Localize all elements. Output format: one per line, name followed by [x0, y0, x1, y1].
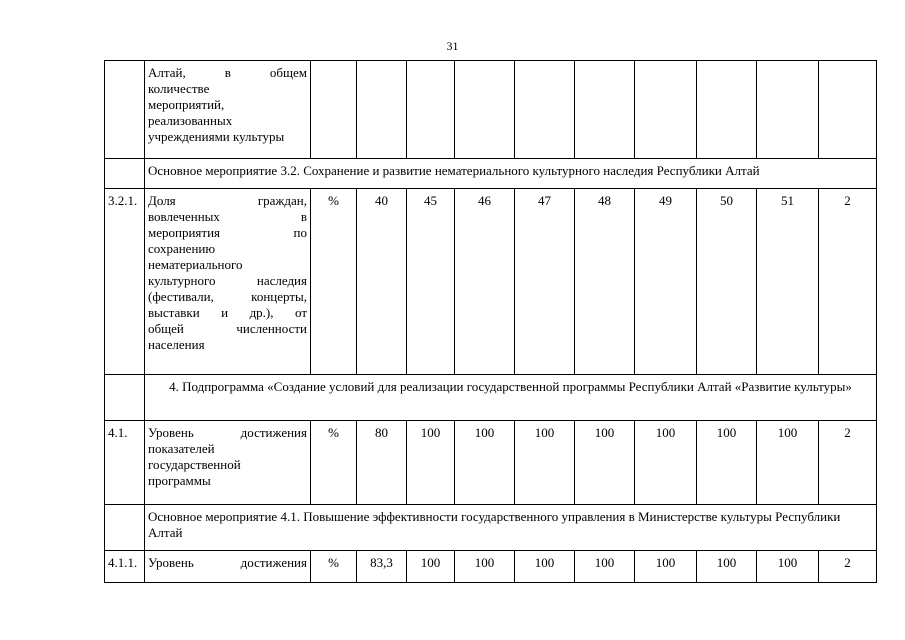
value-cell: 100: [757, 551, 819, 583]
indicator-name-line: выставки и др.), от: [148, 305, 307, 320]
indicator-name: [145, 61, 311, 159]
value-cell: 100: [757, 421, 819, 505]
value-cell: 50: [697, 189, 757, 375]
value-cell: 2: [819, 421, 877, 505]
indicator-name-line: Уровень достижения: [148, 555, 307, 570]
row-code: [105, 61, 145, 159]
indicator-name-line: мероприятия по: [148, 225, 307, 240]
value-cell: [455, 61, 515, 159]
value-cell: 100: [575, 421, 635, 505]
value-cell: 83,3: [357, 551, 407, 583]
indicator-name-line: мероприятий,: [148, 97, 225, 112]
indicator-name-line: количестве: [148, 81, 210, 96]
indicator-name-line: Уровень достижения: [148, 425, 307, 440]
value-cell: 100: [575, 551, 635, 583]
section-title: 4. Подпрограмма «Создание условий для реализации государственной программы Республики Алтай «Развитие культуры»: [145, 375, 877, 421]
value-cell: 100: [697, 551, 757, 583]
value-cell: 48: [575, 189, 635, 375]
unit-cell: [311, 61, 357, 159]
value-cell: [575, 61, 635, 159]
value-cell: [819, 61, 877, 159]
row-code: [105, 375, 145, 421]
indicator-name: [145, 551, 311, 583]
value-cell: [697, 61, 757, 159]
unit-cell: %: [311, 421, 357, 505]
indicator-name: [145, 189, 311, 375]
value-cell: [635, 61, 697, 159]
indicator-name-line: реализованных: [148, 113, 233, 128]
row-code: 4.1.: [105, 421, 145, 505]
value-cell: 51: [757, 189, 819, 375]
value-cell: [515, 61, 575, 159]
value-cell: 100: [635, 421, 697, 505]
section-row: [105, 505, 877, 551]
indicator-name-line: учреждениями культуры: [148, 129, 285, 144]
indicator-name-line: культурного наследия: [148, 273, 307, 288]
section-title: Основное мероприятие 4.1. Повышение эффективности государственного управления в Министерстве культуры Республики Алтай: [145, 505, 877, 551]
value-cell: 46: [455, 189, 515, 375]
table-row: [105, 551, 877, 583]
indicator-name-line: показателей: [148, 441, 215, 456]
value-cell: 80: [357, 421, 407, 505]
value-cell: 100: [515, 421, 575, 505]
value-cell: 100: [407, 551, 455, 583]
value-cell: 100: [515, 551, 575, 583]
row-code: 4.1.1.: [105, 551, 145, 583]
indicator-name-line: населения: [148, 337, 205, 352]
indicator-name-line: программы: [148, 473, 211, 488]
indicator-name-line: нематериального: [148, 257, 243, 272]
value-cell: [357, 61, 407, 159]
indicator-name-line: общей численности: [148, 321, 307, 336]
value-cell: 2: [819, 189, 877, 375]
value-cell: 2: [819, 551, 877, 583]
row-code: 3.2.1.: [105, 189, 145, 375]
indicator-name-line: Алтай, в общем: [148, 65, 307, 80]
value-cell: 45: [407, 189, 455, 375]
value-cell: 49: [635, 189, 697, 375]
value-cell: 40: [357, 189, 407, 375]
indicator-table: [104, 60, 877, 583]
section-row: [105, 159, 877, 189]
value-cell: 100: [635, 551, 697, 583]
section-row: [105, 375, 877, 421]
indicator-name-line: вовлеченных в: [148, 209, 307, 224]
row-code: [105, 159, 145, 189]
table-row: [105, 61, 877, 159]
indicator-name-line: сохранению: [148, 241, 216, 256]
section-title: Основное мероприятие 3.2. Сохранение и развитие нематериального культурного наследия Республики Алтай: [145, 159, 877, 189]
indicator-name: [145, 421, 311, 505]
value-cell: [757, 61, 819, 159]
value-cell: 100: [455, 551, 515, 583]
unit-cell: %: [311, 189, 357, 375]
value-cell: 100: [697, 421, 757, 505]
table-row: [105, 189, 877, 375]
indicator-name-line: (фестивали, концерты,: [148, 289, 307, 304]
value-cell: [407, 61, 455, 159]
page-number: 31: [446, 39, 459, 53]
row-code: [105, 505, 145, 551]
unit-cell: %: [311, 551, 357, 583]
value-cell: 100: [407, 421, 455, 505]
indicator-name-line: государственной: [148, 457, 241, 472]
table-row: [105, 421, 877, 505]
indicator-name-line: Доля граждан,: [148, 193, 307, 208]
value-cell: 100: [455, 421, 515, 505]
value-cell: 47: [515, 189, 575, 375]
